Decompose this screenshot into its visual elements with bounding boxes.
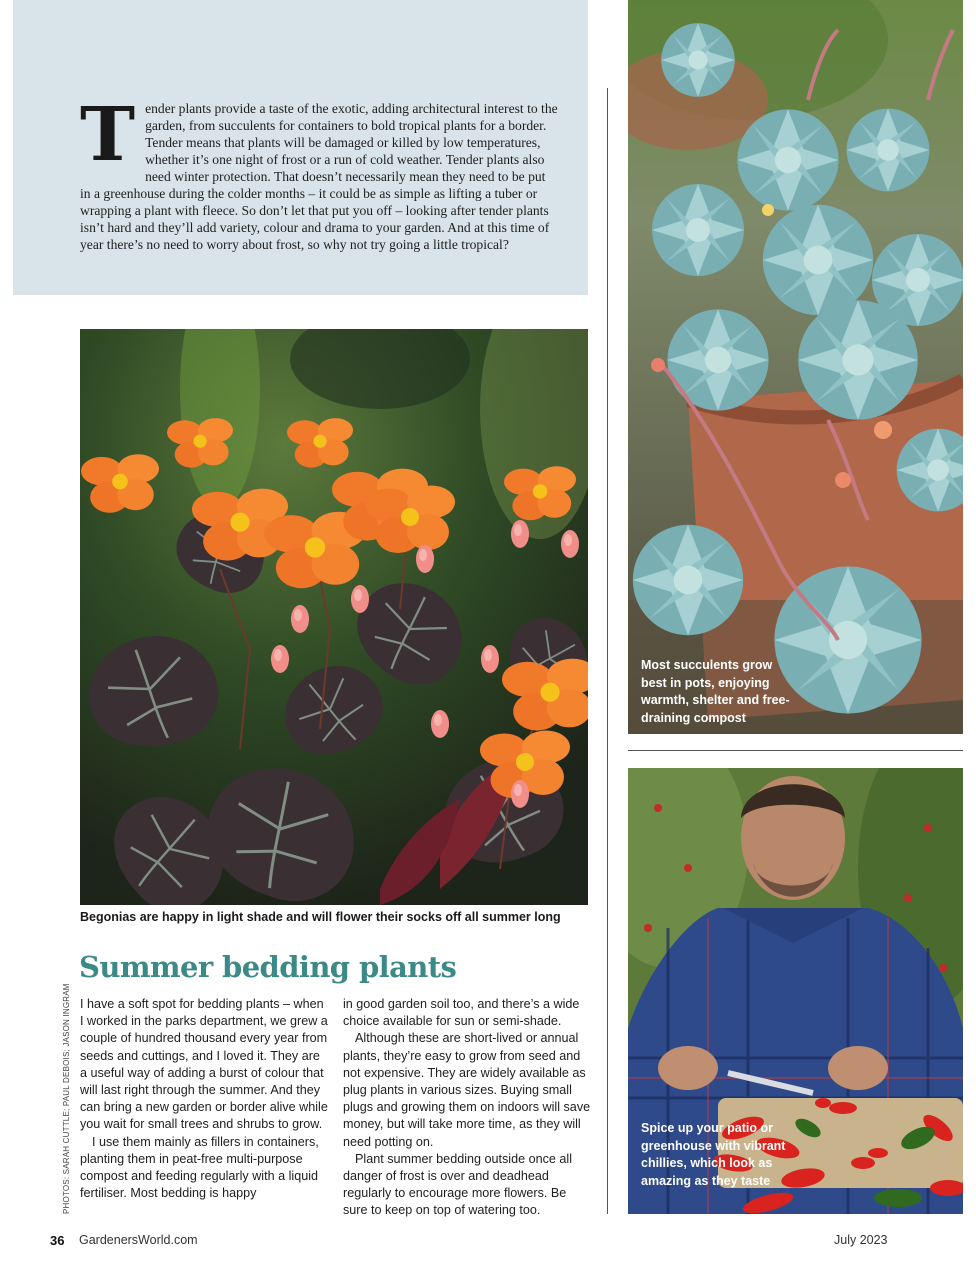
succulent-caption: Most succulents grow best in pots, enjoying warmth, shelter and free-draining compost: [641, 658, 790, 725]
body-paragraph: I have a soft spot for bedding plants – when I worked in the parks department, we grew a couple of hundred thousand every year from seeds and cuttings, and I loved it. They are a useful way of adding a burst of colour that will last right through the summer. And they can bring a new garden or border alive while you wait for small trees and shrubs to grow.: [80, 997, 328, 1132]
intro-text: ender plants provide a taste of the exotic, adding architectural interest to the garden, from succulents for containers to bold tropical plants for a border. Tender means that plants will be damaged or killed by low temperatures, whether it’s one night of frost or a run of cold weather. Tender plants also need winter protection. That doesn’t necessarily mean they need to be put in a greenhouse during the colder months – it could be as simple as lifting a tuber or wrapping a plant with fleece. So don’t let that put you off – looking after tender plants isn’t hard and they’ll add variety, colour and drama to your garden. And at this time of year there’s no need to worry about frost, so why not try going a little tropical?: [80, 101, 558, 252]
intro-paragraph: [80, 92, 558, 253]
chilli-caption: Spice up your patio or greenhouse with vibrant chillies, which look as amazing as they taste: [641, 1121, 786, 1188]
body-column-1: [80, 996, 330, 1202]
begonia-caption: Begonias are happy in light shade and will flower their socks off all summer long: [80, 910, 561, 924]
body-column-2: [343, 996, 593, 1220]
photo-credit: PHOTOS: SARAH CUTTLE; PAUL DEBOIS; JASON INGRAM: [62, 983, 71, 1214]
page-number: 36: [50, 1233, 65, 1248]
body-paragraph: I use them mainly as fillers in containers, planting them in peat-free multi-purpose compost and feeding regularly with a liquid fertiliser. Most bedding is happy: [80, 1134, 319, 1201]
body-paragraph: Although these are short-lived or annual plants, they’re easy to grow from seed and not expensive. They are widely available as plug plants in various sizes. Buying small plugs and growing them on indoors will save money, but will take more time, as they will need potting on.: [343, 1031, 591, 1149]
drop-cap: T: [80, 92, 136, 178]
footer-website: GardenersWorld.com: [79, 1233, 198, 1247]
succulent-photo: [628, 0, 963, 734]
column-divider: [607, 88, 608, 1214]
footer-date: July 2023: [834, 1233, 888, 1247]
begonia-photo: [80, 329, 588, 905]
photo-divider: [628, 750, 963, 751]
section-heading: Summer bedding plants: [79, 950, 457, 984]
body-paragraph: Plant summer bedding outside once all danger of frost is over and deadhead regularly to encourage more flowers. Be sure to keep on top of watering too.: [343, 1151, 573, 1218]
body-paragraph: in good garden soil too, and there’s a wide choice available for sun or semi-shade.: [343, 997, 580, 1029]
